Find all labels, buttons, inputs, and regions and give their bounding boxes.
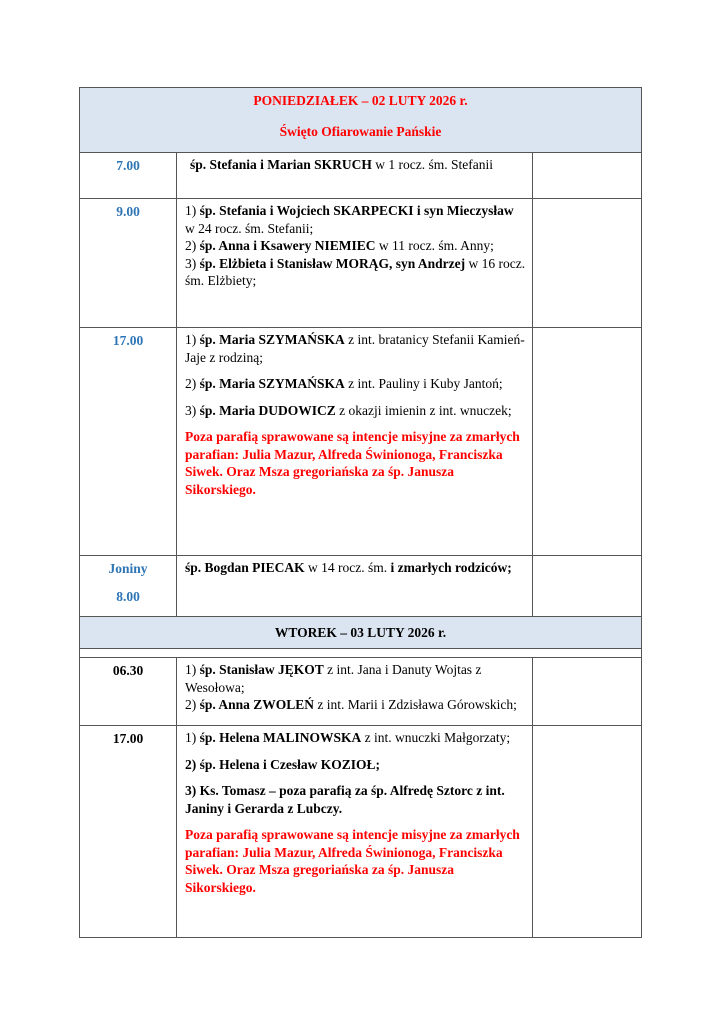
blank-cell [533,658,642,726]
mass-intention: 1) śp. Helena MALINOWSKA z int. wnuczki Małgorzaty; 2) śp. Helena i Czesław KOZIOŁ; 3) Ks. Tomasz – poza parafią za śp. Alfredę Sztorc z int. Janiny i Gerarda z Lubczy. Poza parafią sprawowane są intencje misyjne za zmarłych parafian: Julia Mazur, Alfreda Świnionoga, Franciszka Siwek. Oraz Msza gregoriańska za śp. Janusza Sikorskiego. [177,726,533,938]
mass-row [80,328,642,556]
day-title: WTOREK – 03 LUTY 2026 r. [274,624,447,640]
mass-row [80,556,642,617]
mass-row [80,199,642,328]
mass-time: 9.00 [80,199,177,328]
mass-intention: 1) śp. Stefania i Wojciech SKARPECKI i syn Mieczysław w 24 rocz. śm. Stefanii; 2) śp. Anna i Ksawery NIEMIEC w 11 rocz. śm. Anny; 3) śp. Elżbieta i Stanisław MORĄG, syn Andrzej w 16 rocz. śm. Elżbiety; [177,199,533,328]
mass-row [80,153,642,199]
missionary-note: Poza parafią sprawowane są intencje misyjne za zmarłych parafian: Julia Mazur, Alfreda Świnionoga, Franciszka Siwek. Oraz Msza gregoriańska za śp. Janusza Sikorskiego. [185,827,520,895]
blank-cell [533,726,642,938]
blank-cell [533,153,642,199]
spacer-row [80,649,642,658]
mass-schedule-table [79,87,642,938]
mass-intention: śp. Bogdan PIECAK w 14 rocz. śm. i zmarłych rodziców; [177,556,533,617]
mass-row [80,658,642,726]
day-header-tuesday [80,617,642,649]
mass-time: 06.30 [80,658,177,726]
mass-time: 17.00 [80,726,177,938]
day-header-monday [80,88,642,153]
mass-intention: śp. Stefania i Marian SKRUCH w 1 rocz. śm. Stefanii [177,153,533,199]
day-title: PONIEDZIAŁEK – 02 LUTY 2026 r. [253,93,468,108]
mass-row [80,726,642,938]
mass-time: 7.00 [80,153,177,199]
missionary-note: Poza parafią sprawowane są intencje misyjne za zmarłych parafian: Julia Mazur, Alfreda Świnionoga, Franciszka Siwek. Oraz Msza gregoriańska za śp. Janusza Sikorskiego. [185,429,520,497]
feast-name: Święto Ofiarowanie Pańskie [279,123,442,139]
mass-time: 17.00 [80,328,177,556]
mass-intention: 1) śp. Maria SZYMAŃSKA z int. bratanicy Stefanii Kamień-Jaje z rodziną; 2) śp. Maria SZYMAŃSKA z int. Pauliny i Kuby Jantoń; 3) śp. Maria DUDOWICZ z okazji imienin z int. wnuczek; Poza parafią sprawowane są intencje misyjne za zmarłych parafian: Julia Mazur, Alfreda Świnionoga, Franciszka Siwek. Oraz Msza gregoriańska za śp. Janusza Sikorskiego. [177,328,533,556]
mass-time: Joniny 8.00 [80,556,177,617]
blank-cell [533,328,642,556]
blank-cell [533,556,642,617]
mass-intention: 1) śp. Stanisław JĘKOT z int. Jana i Danuty Wojtas z Wesołowa; 2) śp. Anna ZWOLEŃ z int. Marii i Zdzisława Górowskich; [177,658,533,726]
blank-cell [533,199,642,328]
